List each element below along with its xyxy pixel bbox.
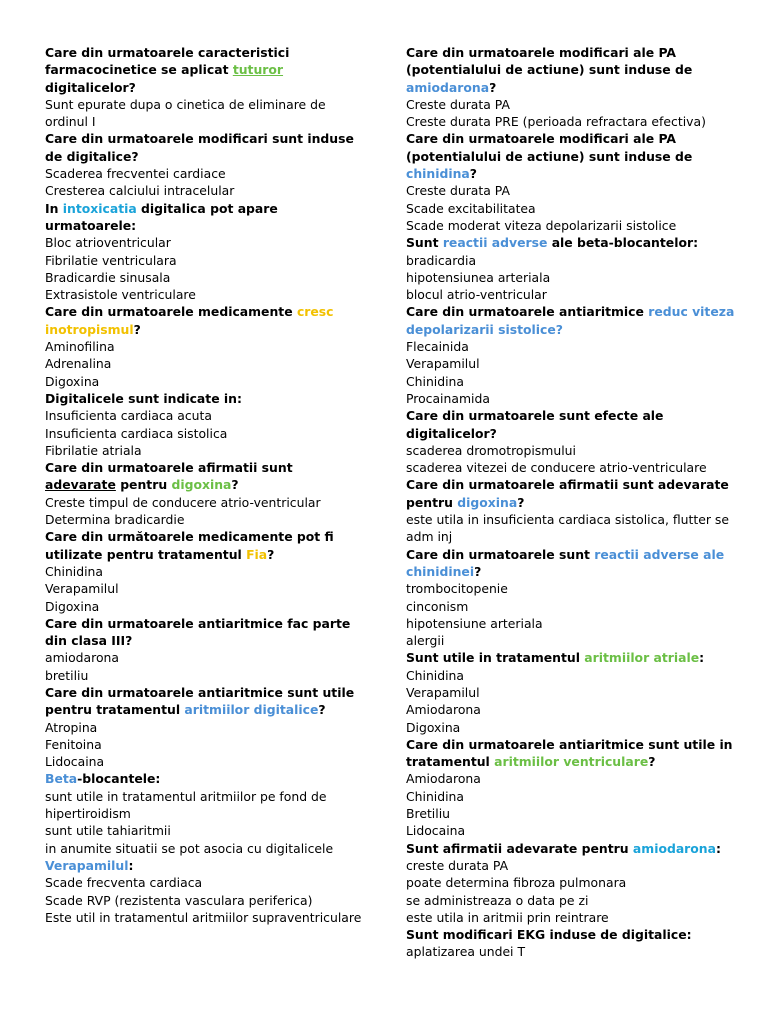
text-run: Verapamilul bbox=[406, 684, 480, 700]
text-run: Aminofilina bbox=[45, 339, 115, 355]
text-run: este utila in aritmii prin reintrare bbox=[406, 909, 609, 925]
text-run: aplatizarea undei T bbox=[406, 944, 526, 960]
highlighted-term: digoxina bbox=[457, 494, 518, 510]
left-column bbox=[45, 44, 363, 926]
answer-text bbox=[406, 719, 744, 736]
text-run: bradicardia bbox=[406, 252, 477, 268]
answer-text bbox=[45, 286, 363, 303]
text-run: Care din urmatoarele antiaritmice fac parte din clasa III? bbox=[45, 615, 351, 649]
answer-text bbox=[406, 615, 744, 632]
text-run: Verapamilul bbox=[45, 581, 119, 597]
answer-text bbox=[45, 96, 363, 131]
text-run: hipotensiune arteriala bbox=[406, 615, 543, 631]
answer-text bbox=[45, 252, 363, 269]
text-run: Scade excitabilitatea bbox=[406, 200, 536, 216]
text-run: Bloc atrioventricular bbox=[45, 235, 171, 251]
answer-text bbox=[406, 217, 744, 234]
answer-text bbox=[406, 442, 744, 459]
answer-text bbox=[45, 165, 363, 182]
answer-text bbox=[45, 788, 363, 823]
question-text bbox=[45, 684, 363, 719]
highlighted-term: reactii adverse ale chinidinei bbox=[406, 546, 725, 579]
text-run: Care din urmatoarele medicamente bbox=[45, 304, 297, 320]
text-run: : bbox=[716, 840, 721, 856]
answer-text bbox=[406, 632, 744, 649]
question-text bbox=[406, 44, 744, 96]
text-run: Chinidina bbox=[406, 373, 464, 389]
text-run: ? bbox=[474, 563, 482, 579]
question-text bbox=[406, 736, 744, 771]
answer-text bbox=[406, 200, 744, 217]
text-run: -blocantele: bbox=[77, 771, 161, 787]
question-text bbox=[406, 234, 744, 251]
text-run: ? bbox=[489, 79, 497, 95]
answer-text bbox=[45, 649, 363, 666]
text-run: Care din urmatoarele modificari sunt induse de digitalice? bbox=[45, 131, 354, 164]
highlighted-term: chinidina bbox=[406, 166, 470, 182]
answer-text bbox=[406, 909, 744, 926]
text-run: Care din urmatoarele caracteristici farmacocinetice se aplicat bbox=[45, 45, 290, 78]
text-run: Creste timpul de conducere atrio-ventricular bbox=[45, 494, 321, 510]
text-run: Este util in tratamentul aritmiilor supraventriculare bbox=[45, 909, 362, 925]
text-run: Bradicardie sinusala bbox=[45, 269, 171, 285]
text-run: Care din urmatoarele modificari ale PA (potentialului de actiune) sunt induse de bbox=[406, 131, 693, 164]
question-text bbox=[45, 303, 363, 338]
answer-text bbox=[45, 580, 363, 597]
text-run: Digoxina bbox=[45, 598, 100, 614]
text-run: Cresterea calciului intracelular bbox=[45, 183, 235, 199]
highlighted-term: Verapamilul bbox=[45, 857, 129, 873]
answer-text bbox=[45, 840, 363, 857]
text-run: Lidocaina bbox=[406, 823, 466, 839]
text-run: ? bbox=[648, 754, 656, 770]
answer-text bbox=[406, 874, 744, 891]
answer-text bbox=[406, 338, 744, 355]
question-text bbox=[45, 200, 363, 235]
answer-text bbox=[45, 355, 363, 372]
text-run: ? bbox=[517, 494, 525, 510]
text-run: In bbox=[45, 200, 63, 216]
text-run: Determina bradicardie bbox=[45, 512, 185, 528]
question-text bbox=[45, 857, 363, 874]
answer-text bbox=[406, 390, 744, 407]
text-run: Sunt bbox=[406, 235, 443, 251]
answer-text bbox=[406, 96, 744, 113]
answer-text bbox=[45, 822, 363, 839]
text-run: ale beta-blocantelor: bbox=[547, 235, 699, 251]
answer-text bbox=[406, 286, 744, 303]
answer-text bbox=[45, 563, 363, 580]
question-text bbox=[45, 528, 363, 563]
answer-text bbox=[406, 511, 744, 546]
text-run: Care din urmatoarele antiaritmice sunt utile in tratamentul bbox=[406, 736, 733, 770]
question-text bbox=[45, 390, 363, 407]
question-text bbox=[45, 130, 363, 165]
question-text bbox=[406, 649, 744, 666]
answer-text bbox=[45, 182, 363, 199]
text-run: Creste durata PA bbox=[406, 96, 510, 112]
question-text bbox=[45, 770, 363, 787]
question-text bbox=[406, 926, 744, 943]
answer-text bbox=[406, 822, 744, 839]
right-column bbox=[406, 44, 744, 961]
highlighted-term: tuturor bbox=[232, 62, 284, 78]
answer-text bbox=[406, 770, 744, 787]
question-text bbox=[45, 459, 363, 494]
answer-text bbox=[45, 874, 363, 891]
question-text bbox=[406, 130, 744, 182]
text-run: in anumite situatii se pot asocia cu digitalicele bbox=[45, 840, 334, 856]
text-run: pentru bbox=[115, 477, 172, 493]
answer-text bbox=[45, 511, 363, 528]
text-run: Insuficienta cardiaca sistolica bbox=[45, 425, 228, 441]
highlighted-term: Beta bbox=[45, 771, 78, 787]
text-run: Care din urmatoarele sunt bbox=[406, 546, 595, 562]
text-run: Creste durata PRE (perioada refractara efectiva) bbox=[406, 114, 706, 130]
text-run: Fibrilatie ventriculara bbox=[45, 252, 177, 268]
text-run: digitalica pot apare urmatoarele: bbox=[45, 200, 278, 233]
text-run: ? bbox=[469, 166, 477, 182]
text-run: ? bbox=[267, 546, 275, 562]
answer-text bbox=[406, 113, 744, 130]
text-run: bretiliu bbox=[45, 667, 89, 683]
highlighted-term: Fia bbox=[246, 546, 268, 562]
answer-text bbox=[406, 459, 744, 476]
text-run: este utila in insuficienta cardiaca sistolica, flutter se adm inj bbox=[406, 512, 729, 545]
text-run: Scade RVP (rezistenta vasculara periferica) bbox=[45, 892, 313, 908]
highlighted-term: amiodarona bbox=[406, 79, 490, 95]
text-run: sunt utile tahiaritmii bbox=[45, 823, 171, 839]
text-run: Care din urmatoarele sunt efecte ale digitalicelor? bbox=[406, 408, 664, 441]
text-run: Care din urmatoarele antiaritmice bbox=[406, 304, 649, 320]
answer-text bbox=[406, 580, 744, 597]
answer-text bbox=[45, 719, 363, 736]
text-run: creste durata PA bbox=[406, 857, 509, 873]
text-run: alergii bbox=[406, 633, 445, 649]
answer-text bbox=[45, 234, 363, 251]
text-run: amiodarona bbox=[45, 650, 119, 666]
answer-text bbox=[406, 355, 744, 372]
text-run: Care din urmatoarele modificari ale PA (potentialului de actiune) sunt induse de bbox=[406, 45, 693, 78]
text-run: Digoxina bbox=[45, 373, 100, 389]
text-run: blocul atrio-ventricular bbox=[406, 287, 547, 303]
text-run: hipotensiunea arteriala bbox=[406, 269, 551, 285]
text-run: Chinidina bbox=[406, 667, 464, 683]
text-run: Chinidina bbox=[406, 788, 464, 804]
text-run: Sunt epurate dupa o cinetica de eliminare de ordinul I bbox=[45, 96, 326, 130]
text-run: Care din urmatoarele antiaritmice sunt utile pentru tratamentul bbox=[45, 684, 355, 718]
text-run: scaderea dromotropismului bbox=[406, 442, 576, 458]
answer-text bbox=[406, 269, 744, 286]
text-run: Digoxina bbox=[406, 719, 461, 735]
answer-text bbox=[406, 182, 744, 199]
text-run: Lidocaina bbox=[45, 754, 105, 770]
text-run: Creste durata PA bbox=[406, 183, 510, 199]
text-run: Chinidina bbox=[45, 563, 103, 579]
answer-text bbox=[45, 753, 363, 770]
answer-text bbox=[45, 338, 363, 355]
text-run: Fenitoina bbox=[45, 736, 102, 752]
answer-text bbox=[45, 269, 363, 286]
question-text bbox=[406, 407, 744, 442]
answer-text bbox=[45, 425, 363, 442]
answer-text bbox=[45, 407, 363, 424]
highlighted-term: aritmiilor ventriculare bbox=[494, 754, 649, 770]
answer-text bbox=[45, 598, 363, 615]
highlighted-term: aritmiilor digitalice bbox=[184, 702, 319, 718]
question-text bbox=[45, 44, 363, 96]
text-run: ? bbox=[231, 477, 239, 493]
text-run: Sunt modificari EKG induse de digitalice: bbox=[406, 927, 692, 943]
text-run: Scade frecventa cardiaca bbox=[45, 875, 203, 891]
answer-text bbox=[45, 892, 363, 909]
answer-text bbox=[45, 736, 363, 753]
text-run: trombocitopenie bbox=[406, 581, 508, 597]
answer-text bbox=[406, 667, 744, 684]
answer-text bbox=[406, 598, 744, 615]
text-run: Digitalicele sunt indicate in: bbox=[45, 390, 242, 406]
text-run: scaderea vitezei de conducere atrio-ventriculare bbox=[406, 460, 707, 476]
text-run: Adrenalina bbox=[45, 356, 112, 372]
text-run: Verapamilul bbox=[406, 356, 480, 372]
text-run: Scade moderat viteza depolarizarii sistolice bbox=[406, 217, 677, 233]
text-run: Fibrilatie atriala bbox=[45, 442, 142, 458]
text-run: poate determina fibroza pulmonara bbox=[406, 875, 627, 891]
text-run: Atropina bbox=[45, 719, 98, 735]
text-run: sunt utile in tratamentul aritmiilor pe fond de hipertiroidism bbox=[45, 788, 327, 822]
question-text bbox=[45, 615, 363, 650]
question-text bbox=[406, 303, 744, 338]
text-run: Scaderea frecventei cardiace bbox=[45, 166, 226, 182]
text-run: Care din urmatoarele afirmatii sunt bbox=[45, 460, 293, 476]
answer-text bbox=[45, 442, 363, 459]
text-run: Amiodarona bbox=[406, 771, 481, 787]
answer-text bbox=[45, 373, 363, 390]
text-run: ? bbox=[133, 321, 141, 337]
text-run: digitalicelor? bbox=[45, 79, 136, 95]
answer-text bbox=[406, 805, 744, 822]
text-run: Insuficienta cardiaca acuta bbox=[45, 408, 212, 424]
text-run: Procainamida bbox=[406, 390, 490, 406]
highlighted-term: digoxina bbox=[171, 477, 232, 493]
answer-text bbox=[406, 892, 744, 909]
highlighted-term: aritmiilor atriale bbox=[584, 650, 700, 666]
answer-text bbox=[406, 373, 744, 390]
answer-text bbox=[406, 943, 744, 960]
text-run: Sunt afirmatii adevarate pentru bbox=[406, 840, 633, 856]
text-run: Bretiliu bbox=[406, 806, 450, 822]
text-run: Care din următoarele medicamente pot fi utilizate pentru tratamentul bbox=[45, 529, 334, 562]
text-run: Amiodarona bbox=[406, 702, 481, 718]
text-run: ? bbox=[318, 702, 326, 718]
question-text bbox=[406, 476, 744, 511]
text-run: : bbox=[699, 650, 705, 666]
answer-text bbox=[45, 667, 363, 684]
text-run: Flecainida bbox=[406, 339, 469, 355]
highlighted-term: adevarate bbox=[45, 477, 116, 493]
highlighted-term: intoxicatia bbox=[62, 200, 137, 216]
highlighted-term: reactii adverse bbox=[442, 235, 548, 251]
text-run: se administreaza o data pe zi bbox=[406, 892, 589, 908]
answer-text bbox=[406, 684, 744, 701]
highlighted-term: amiodarona bbox=[632, 840, 716, 856]
text-run: cinconism bbox=[406, 598, 469, 614]
text-run: : bbox=[128, 857, 134, 873]
text-run: Extrasistole ventriculare bbox=[45, 287, 196, 303]
highlighted-term: cresc inotropismul bbox=[45, 304, 334, 337]
answer-text bbox=[406, 701, 744, 718]
highlighted-term: reduc viteza depolarizarii sistolice? bbox=[406, 304, 735, 337]
text-run: Sunt utile in tratamentul bbox=[406, 650, 585, 666]
answer-text bbox=[406, 857, 744, 874]
answer-text bbox=[406, 788, 744, 805]
answer-text bbox=[45, 494, 363, 511]
question-text bbox=[406, 840, 744, 857]
text-run: Care din urmatoarele afirmatii sunt adevarate pentru bbox=[406, 477, 729, 510]
answer-text bbox=[45, 909, 363, 926]
question-text bbox=[406, 546, 744, 581]
answer-text bbox=[406, 252, 744, 269]
